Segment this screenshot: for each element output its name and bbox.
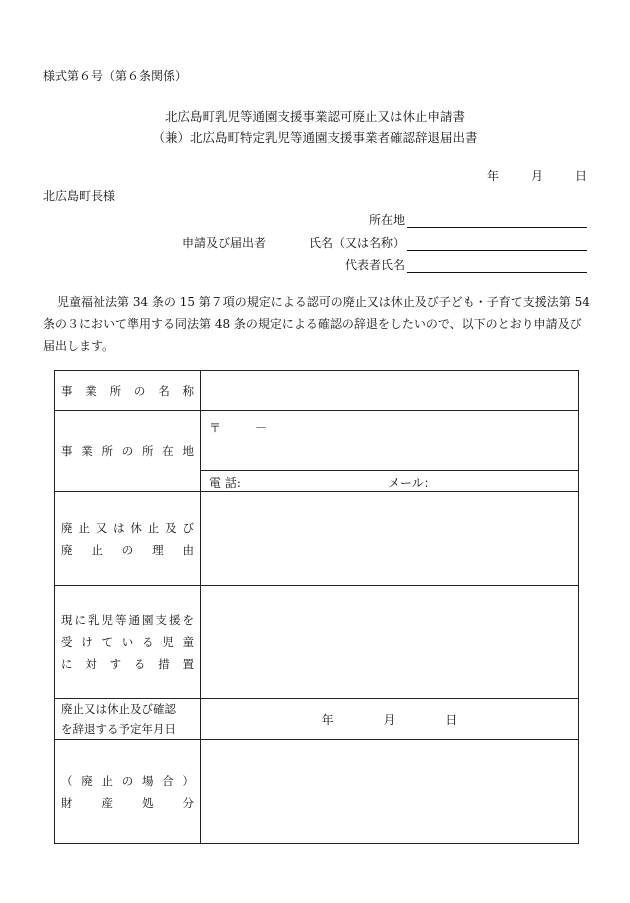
body-text: 児童福祉法第 34 条の 15 第７項の規定による認可の廃止又は休止及び子ども・子育て支援法第 54 条の３において準用する同法第 48 条の規定による確認の辞退をしたいので、以下のとおり申請及び届出します。	[43, 295, 590, 353]
office-name-label-cell	[55, 371, 201, 411]
schedule-label-2: を辞退する予定年月日	[61, 722, 176, 736]
schedule-date-input[interactable]	[201, 699, 579, 740]
measures-label-1: 現に乳児等通園支援を	[61, 613, 194, 627]
schedule-year-label: 年	[321, 712, 334, 727]
property-label-cell	[55, 740, 201, 844]
schedule-label-1: 廃止又は休止及び確認	[61, 702, 176, 716]
reason-label-cell	[55, 492, 201, 586]
schedule-day-label: 日	[445, 712, 458, 727]
property-label-2: 財 産 処 分	[61, 795, 194, 810]
measures-label-3: に 対 す る 措 置	[61, 657, 194, 671]
reason-label-1: 廃止又は休止及び	[61, 520, 194, 535]
representative-label: 代表者氏名	[344, 258, 405, 272]
name-line[interactable]	[407, 236, 587, 251]
address-label: 所在地	[368, 213, 405, 227]
form-number: 様式第６号（第６条関係）	[43, 69, 188, 83]
application-table	[54, 370, 579, 844]
office-address-input[interactable]	[201, 411, 579, 471]
office-address-label: 事 業 所 の 所 在 地	[61, 444, 194, 458]
property-label-1: （ 廃 止 の 場 合 ）	[61, 773, 194, 788]
schedule-month-label: 月	[383, 712, 396, 727]
document-title: 北広島町乳児等通園支援事業認可廃止又は休止申請書	[164, 109, 465, 124]
reason-input[interactable]	[201, 492, 579, 586]
office-name-label: 事 業 所 の 名 称	[61, 383, 194, 398]
address-field[interactable]	[369, 211, 587, 228]
date-month-label: 月	[530, 169, 543, 183]
measures-input[interactable]	[201, 586, 579, 699]
schedule-label-cell	[55, 699, 201, 740]
office-name-input[interactable]	[201, 371, 579, 411]
postal-mark: 〒	[209, 420, 222, 435]
representative-field[interactable]	[345, 256, 587, 273]
office-address-label-cell	[55, 411, 201, 492]
document-subtitle: （兼）北広島町特定乳児等通園支援事業者確認辞退届出書	[152, 130, 478, 145]
property-input[interactable]	[201, 740, 579, 844]
postal-dash: －	[255, 420, 268, 435]
name-field[interactable]	[309, 234, 587, 251]
date-day-label: 日	[574, 169, 587, 183]
addressee: 北広島町長様	[43, 189, 116, 203]
measures-label-cell	[55, 586, 201, 699]
name-label: 氏名（又は名称）	[308, 236, 405, 250]
applicant-section-label: 申請及び届出者	[182, 236, 267, 250]
date-year-label: 年	[487, 169, 500, 183]
email-label: メール：	[388, 476, 436, 490]
address-line[interactable]	[407, 213, 587, 228]
reason-label-2: 廃 止 の 理 由	[61, 542, 194, 557]
date-fields[interactable]	[487, 167, 587, 184]
representative-line[interactable]	[407, 258, 587, 273]
tel-label: 電 話:	[209, 476, 241, 490]
measures-label-2: 受 け て い る 児 童	[61, 635, 194, 649]
contact-row[interactable]	[201, 471, 579, 492]
